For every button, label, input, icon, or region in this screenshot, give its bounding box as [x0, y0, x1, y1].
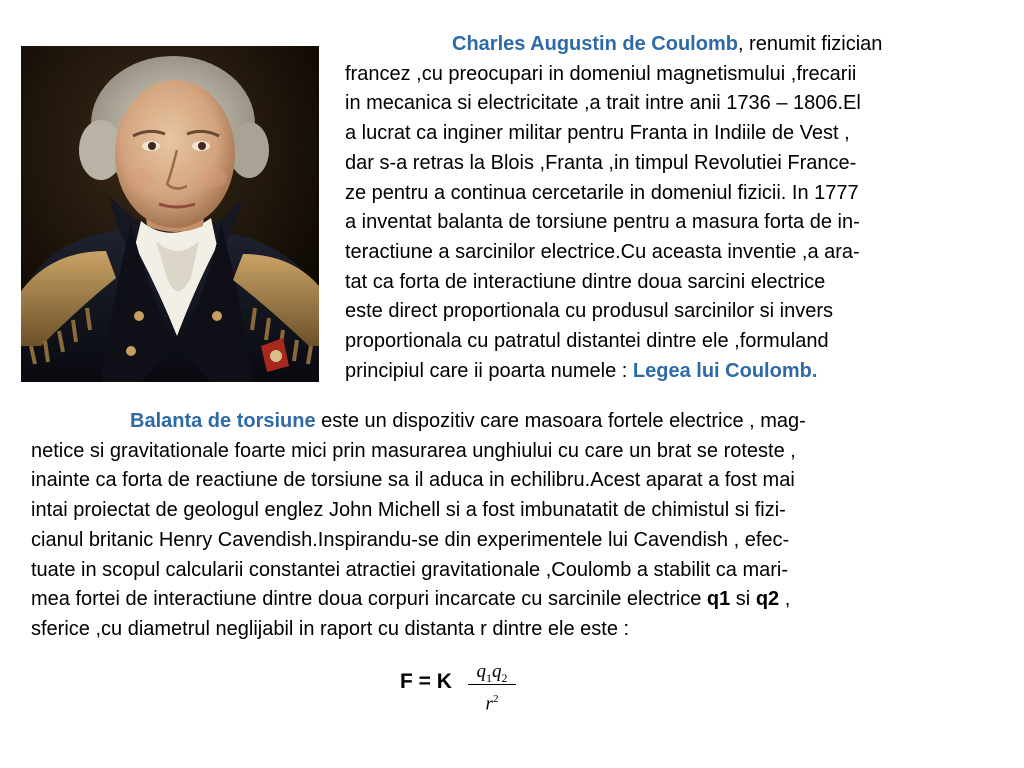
torsion-line: tuate in scopul calcularii constantei atractiei gravitationale ,Coulomb a stabilit ca mari- — [31, 558, 789, 581]
bio-line: este direct proportionala cu produsul sarcinilor si invers — [345, 300, 834, 323]
bio-line: ze pentru a continua cercetarile in domeniul fizicii. In 1777 — [345, 181, 859, 204]
torsion-line: netice si gravitationale foarte mici prin masurarea unghiului cu care un brat se roteste , — [31, 439, 796, 462]
bio-line: tat ca forta de interactiune dintre doua sarcini electrice — [345, 270, 826, 293]
portrait-illustration — [21, 46, 319, 382]
formula-denominator: $r^2$ — [485, 693, 499, 715]
coulomb-law-formula — [400, 660, 540, 720]
formula-numerator: $q_1q_2$ — [476, 661, 508, 685]
torsion-term: Balanta de torsiune — [130, 410, 316, 432]
torsion-line: cianul britanic Henry Cavendish.Inspirandu-se din experimentele lui Cavendish , efec- — [31, 528, 790, 551]
bio-line: dar s-a retras la Blois ,Franta ,in timpul Revolutiei France- — [345, 151, 857, 174]
bio-line: francez ,cu preocupari in domeniul magnetismului ,frecarii — [345, 62, 857, 85]
torsion-balance-paragraph — [31, 407, 1016, 645]
bio-line: a inventat balanta de torsiune pentru a masura forta de in- — [345, 211, 860, 234]
bio-line: principiul care ii poarta numele : Legea lui Coulomb. — [345, 359, 818, 382]
bio-line: teractiune a sarcinilor electrice.Cu aceasta inventie ,a ara- — [345, 240, 860, 263]
torsion-line: inainte ca forta de reactiune de torsiune sa il aduca in echilibru.Acest aparat a fost mai — [31, 469, 795, 492]
bio-line: a lucrat ca inginer militar pentru Franta in Indiile de Vest , — [345, 122, 850, 145]
coulomb-portrait — [21, 46, 319, 382]
bio-line: in mecanica si electricitate ,a trait intre anii 1736 – 1806.El — [345, 92, 861, 115]
biography-paragraph — [345, 30, 1015, 386]
torsion-line: sferice ,cu diametrul neglijabil in raport cu distanta r dintre ele este : — [31, 617, 630, 640]
bio-line: proportionala cu patratul distantei dintre ele ,formuland — [345, 330, 829, 353]
formula-lhs: F = K — [400, 670, 452, 693]
torsion-line: intai proiectat de geologul englez John Michell si a fost imbunatatit de chimistul si fizi- — [31, 499, 786, 522]
coulomb-name: Charles Augustin de Coulomb — [452, 33, 738, 55]
law-name: Legea lui Coulomb — [632, 359, 812, 382]
bio-line: Charles Augustin de Coulomb, renumit fizician — [452, 33, 883, 55]
torsion-line: mea fortei de interactiune dintre doua corpuri incarcate cu sarcinile electrice q1 si q2 , — [31, 588, 791, 611]
torsion-line: Balanta de torsiune este un dispozitiv care masoara fortele electrice , mag- — [130, 410, 806, 432]
charge-q1: q1 — [706, 588, 731, 611]
charge-q2: q2 — [755, 588, 780, 611]
formula-fraction — [468, 660, 516, 715]
